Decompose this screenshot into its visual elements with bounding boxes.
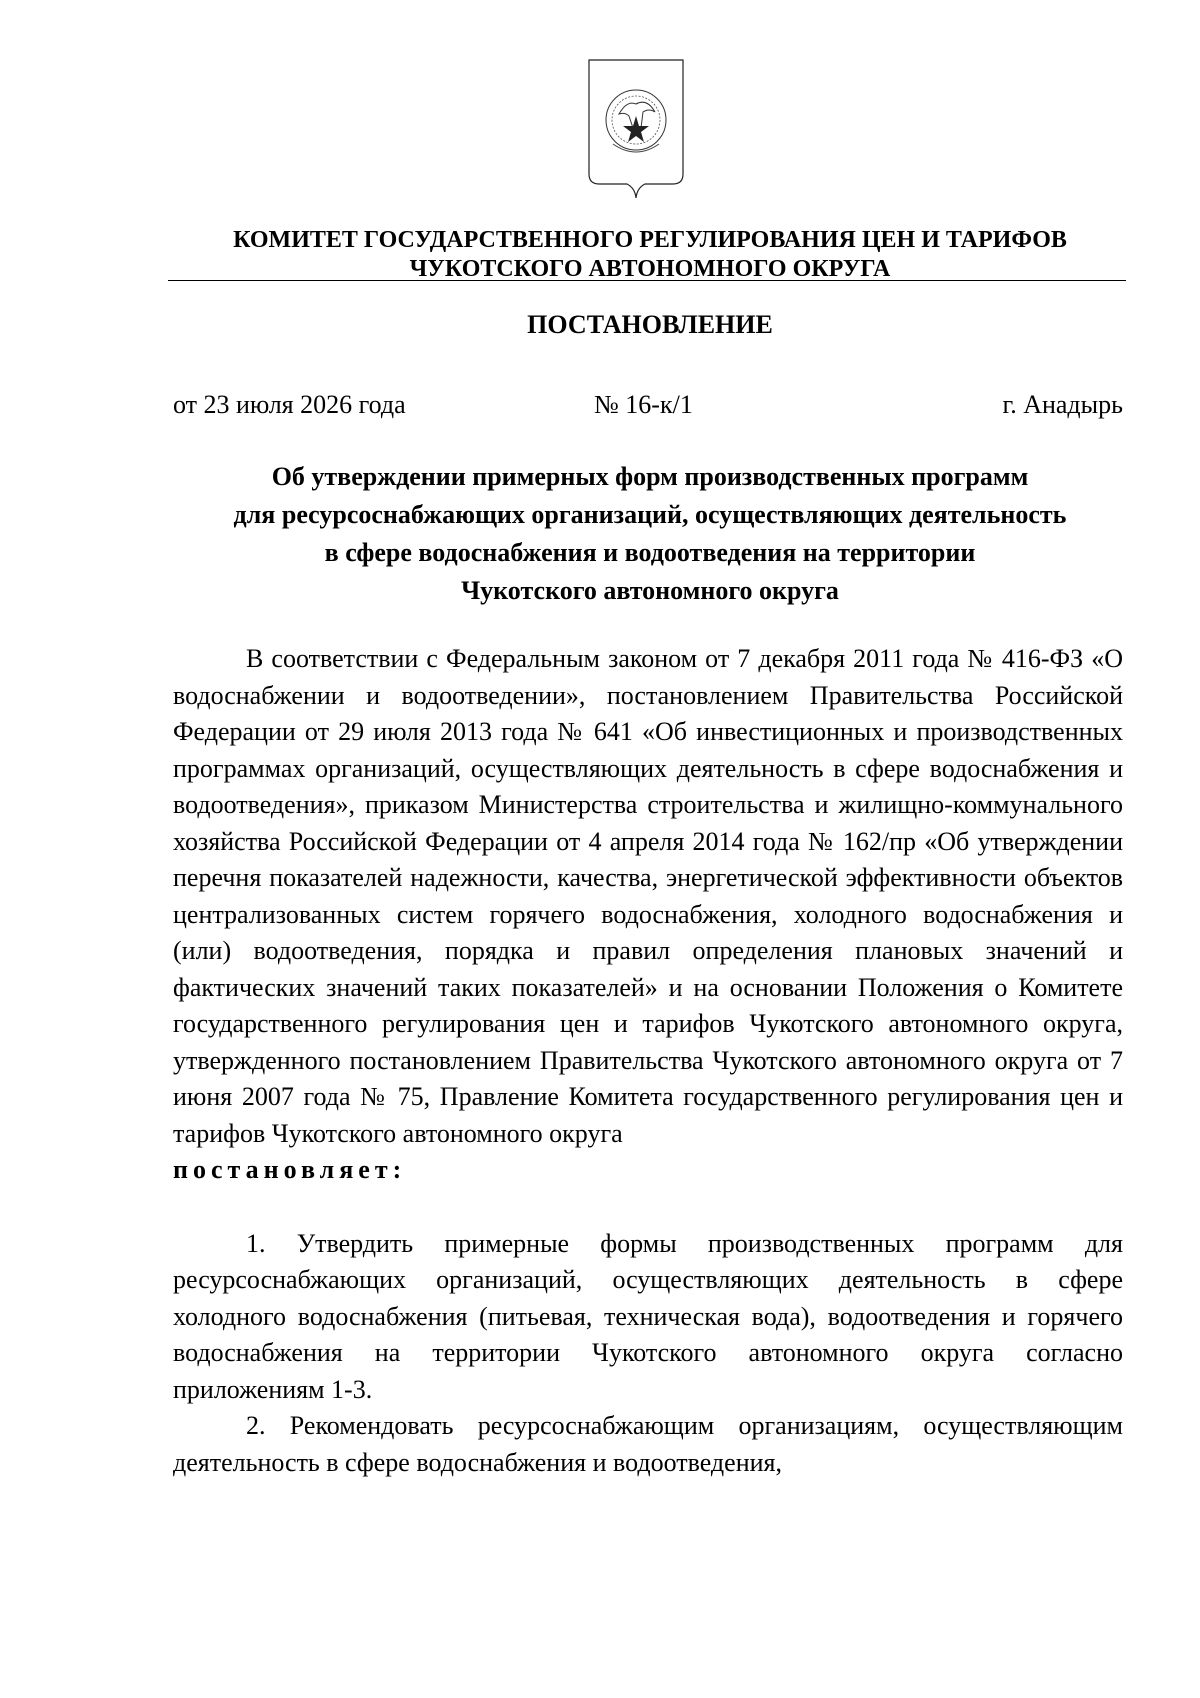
issuing-authority <box>170 226 1130 284</box>
title-line: Чукотского автономного округа <box>461 576 839 605</box>
resolves-heading: постановляет: <box>173 1155 407 1184</box>
preamble-paragraph: В соответствии с Федеральным законом от 7 декабря 2011 года № 416-ФЗ «О водоснабжении и водоотведении», постановлением Правительства Российской Федерации от 29 июля 2013 года № 641 «Об инвестиционных и производственных программах организаций, осуществляющих деятельность в сфере водоснабжения и водоотведения», приказом Министерства строительства и жилищно-коммунального хозяйства Российской Федерации от 4 апреля 2014 года № 162/пр «Об утверждении перечня показателей надежности, качества, энергетической эффективности объектов централизованных систем горячего водоснабжения, холодного водоснабжения и (или) водоотведения, порядка и правил определения плановых значений и фактических значений таких показателей» и на основании Положения о Комитете государственного регулирования цен и тарифов Чукотского автономного округа, утвержденного постановлением Правительства Чукотского автономного округа от 7 июня 2007 года № 75, Правление Комитета государственного регулирования цен и тарифов Чукотского автономного округа <box>173 644 1123 1148</box>
document-type: ПОСТАНОВЛЕНИЕ <box>527 310 773 339</box>
title-line: для ресурсоснабжающих организаций, осуществляющих деятельность <box>233 500 1067 529</box>
title-line: Об утверждении примерных форм производственных программ <box>271 462 1029 491</box>
org-line-2: ЧУКОТСКОГО АВТОНОМНОГО ОКРУГА <box>409 256 891 282</box>
document-place: г. Анадырь <box>1002 390 1123 419</box>
header-divider <box>168 280 1126 281</box>
document-body <box>173 641 1123 1481</box>
item-1-paragraph: 1. Утвердить примерные формы производственных программ для ресурсоснабжающих организаций, осуществляющих деятельность в сфере холодного водоснабжения (питьевая, техническая вода), водоотведения и горячего водоснабжения на территории Чукотского автономного округа согласно приложениям 1-3. <box>173 1228 1123 1404</box>
document-number: № 16-к/1 <box>594 390 693 419</box>
document-title <box>170 458 1130 610</box>
item-2-paragraph: 2. Рекомендовать ресурсоснабжающим организациям, осуществляющим деятельность в сфере водоснабжения и водоотведения, <box>173 1411 1123 1477</box>
org-line-1: КОМИТЕТ ГОСУДАРСТВЕННОГО РЕГУЛИРОВАНИЯ ЦЕН И ТАРИФОВ <box>233 227 1067 253</box>
document-date: от 23 июля 2026 года <box>173 390 406 419</box>
title-line: в сфере водоснабжения и водоотведения на территории <box>324 538 976 567</box>
coat-of-arms-icon <box>585 56 687 206</box>
